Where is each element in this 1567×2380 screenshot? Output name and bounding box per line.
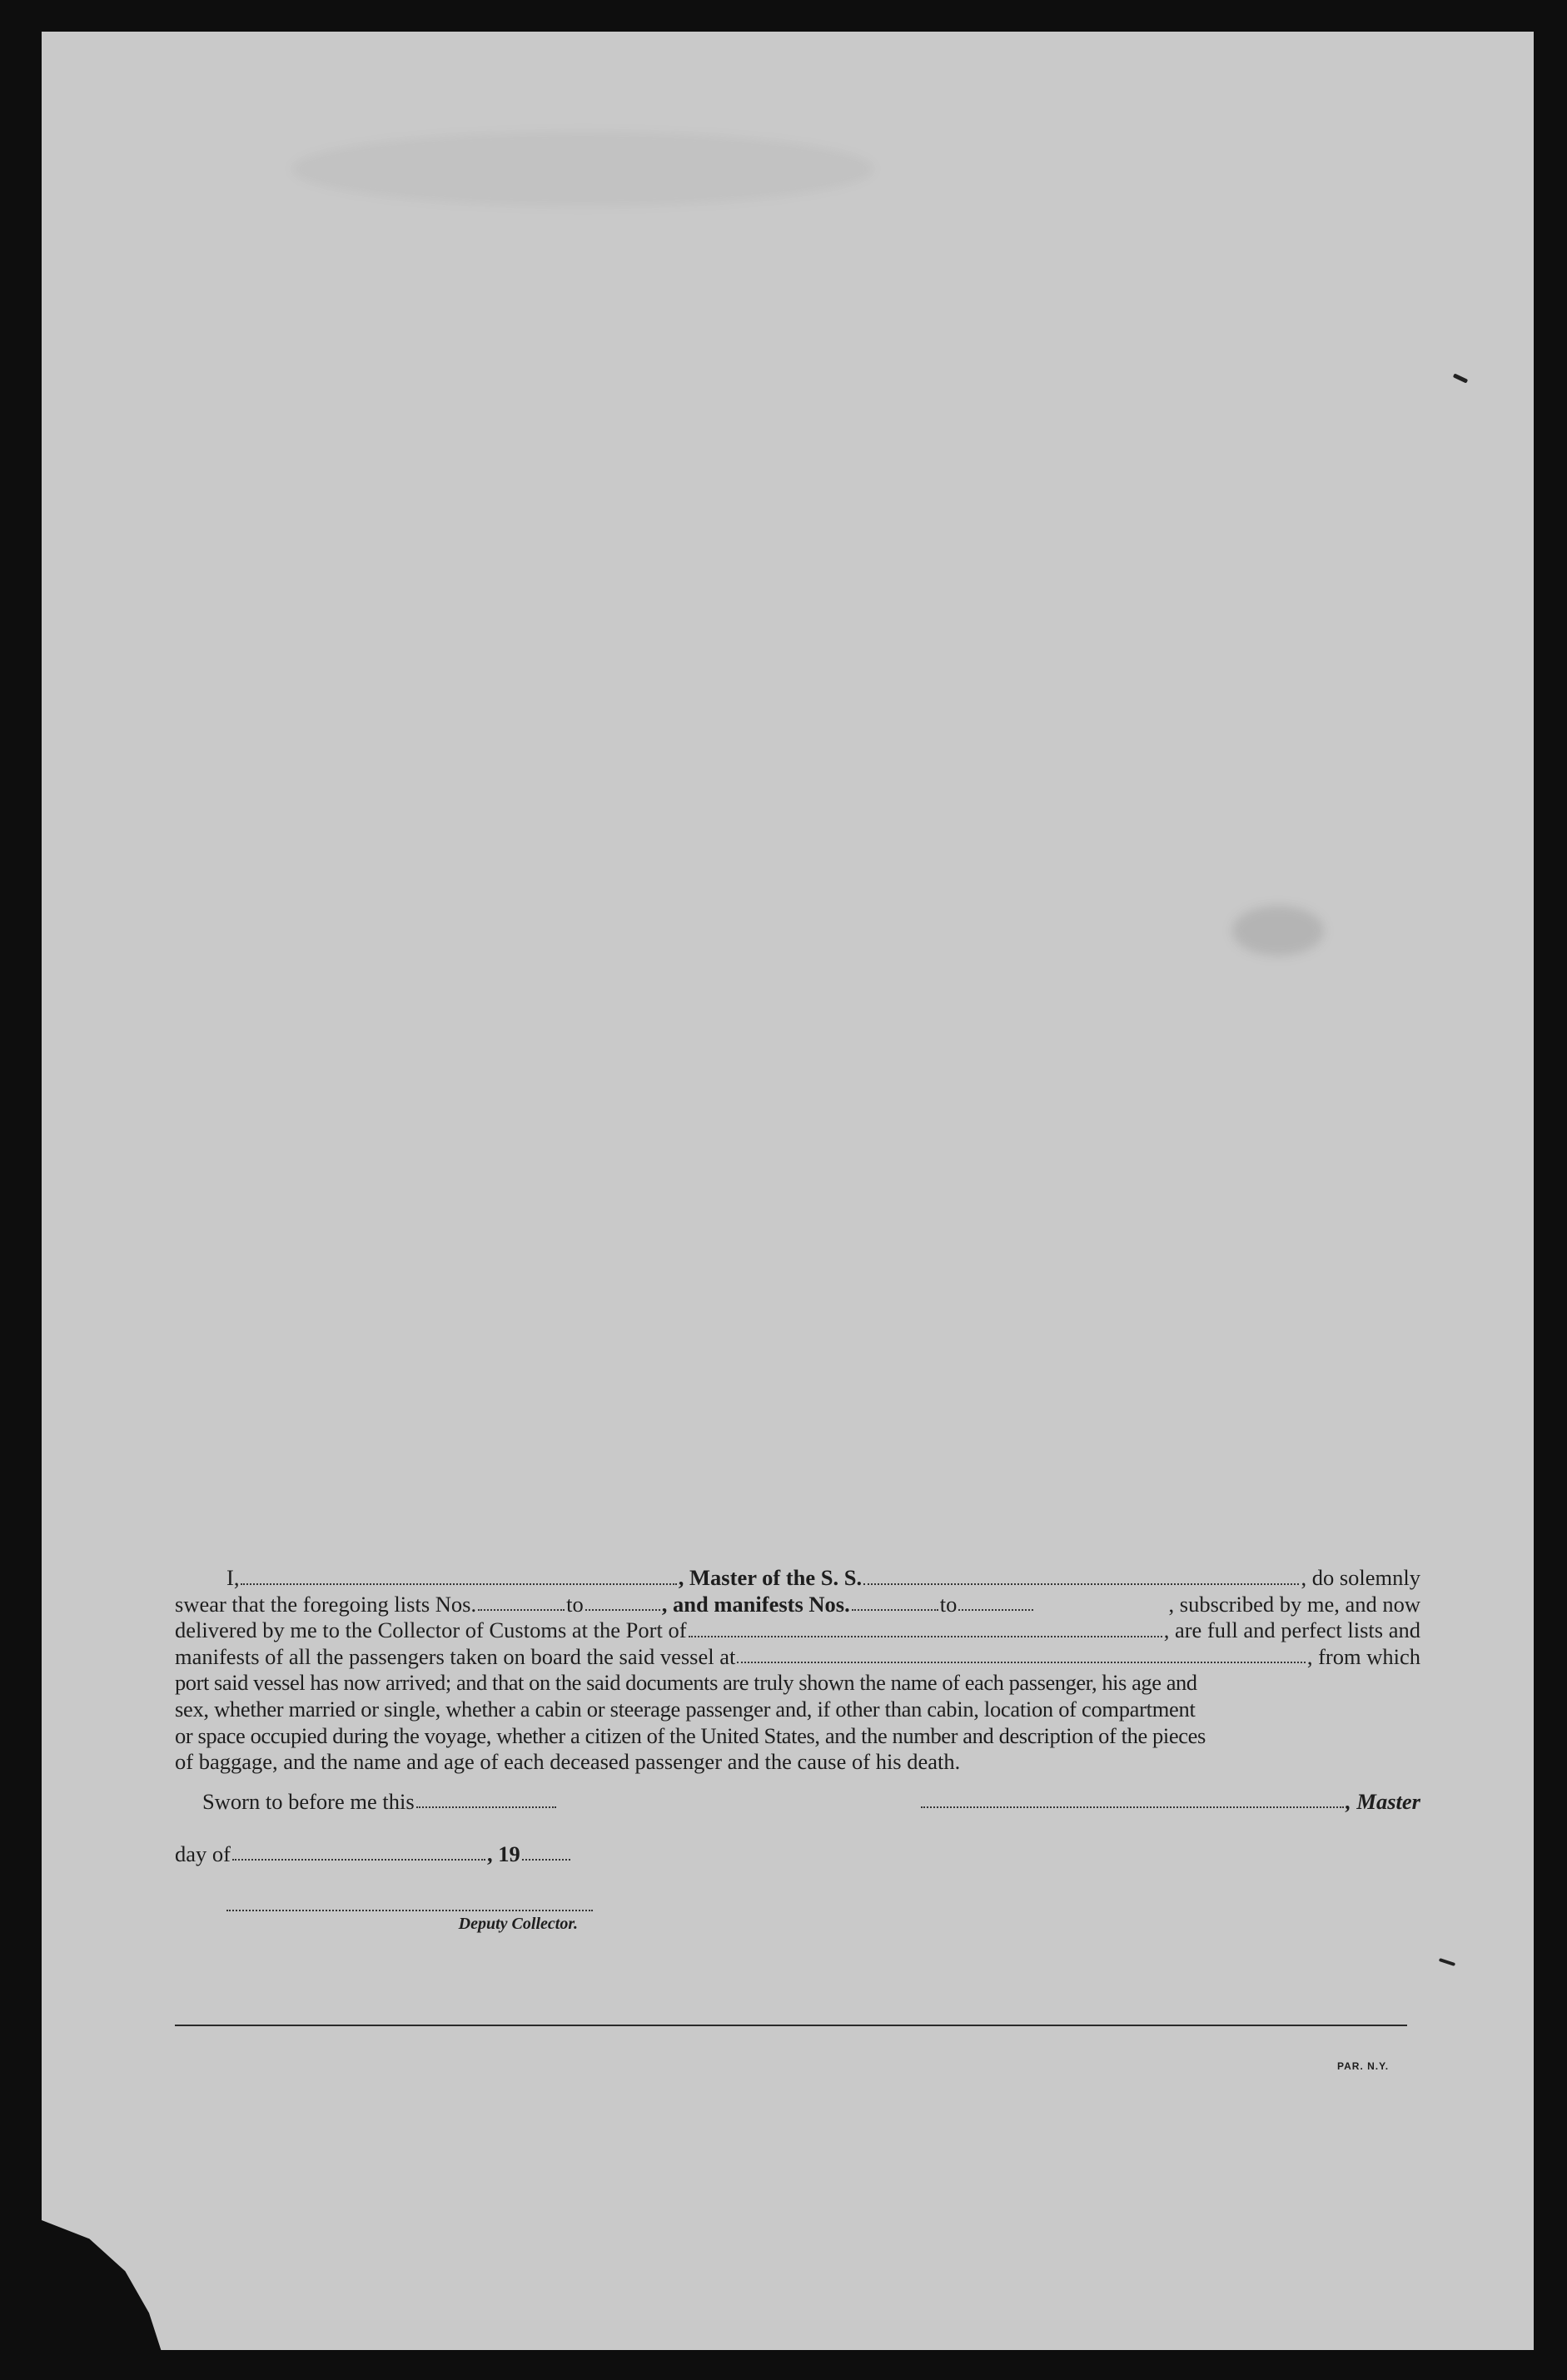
lists-to-blank bbox=[585, 1592, 660, 1612]
oath-line bbox=[175, 1749, 1420, 1776]
oath-text: sex, whether married or single, whether a cabin or steerage passenger and, if other than cabin, location of compartment bbox=[175, 1696, 1196, 1722]
oath-text: , Master of the S. S. bbox=[678, 1565, 863, 1590]
printer-mark: PAR. N.Y. bbox=[1337, 2060, 1390, 2072]
master-name-blank bbox=[241, 1565, 676, 1585]
document-page bbox=[42, 32, 1534, 2350]
sworn-label: Sworn to before me this bbox=[202, 1789, 415, 1814]
oath-text: , subscribed by me, and now bbox=[1168, 1591, 1420, 1617]
oath-text: swear that the foregoing lists Nos. bbox=[175, 1591, 477, 1617]
date-row bbox=[175, 1841, 572, 1867]
oath-line bbox=[175, 1644, 1420, 1671]
master-label: , Master bbox=[1346, 1789, 1420, 1814]
oath-text: , do solemnly bbox=[1301, 1565, 1421, 1590]
month-blank bbox=[232, 1859, 485, 1861]
oath-line bbox=[175, 1723, 1420, 1750]
oath-line bbox=[175, 1617, 1420, 1644]
deputy-signature-blank bbox=[226, 1910, 593, 1911]
deputy-collector-label: Deputy Collector. bbox=[458, 1915, 578, 1933]
oath-text: , from which bbox=[1306, 1643, 1420, 1669]
manifests-to-blank bbox=[958, 1592, 1033, 1612]
oath-text: manifests of all the passengers taken on board the said vessel at bbox=[175, 1643, 736, 1669]
oath-text: to bbox=[939, 1591, 958, 1617]
oath-line bbox=[175, 1565, 1420, 1592]
oath-line bbox=[175, 1670, 1420, 1697]
oath-text: I, bbox=[226, 1565, 240, 1590]
sworn-day-blank bbox=[416, 1806, 556, 1808]
oath-text: delivered by me to the Collector of Customs at the Port of bbox=[175, 1617, 687, 1643]
year-prefix: , 19 bbox=[486, 1841, 520, 1866]
port-blank bbox=[689, 1617, 1162, 1637]
oath-statement bbox=[175, 1565, 1420, 1776]
master-signature bbox=[919, 1789, 1420, 1815]
sworn-before bbox=[202, 1789, 558, 1815]
ship-name-blank bbox=[863, 1565, 1299, 1585]
master-signature-blank bbox=[921, 1806, 1344, 1808]
bottom-rule bbox=[175, 2025, 1407, 2026]
oath-text: , are full and perfect lists and bbox=[1163, 1617, 1420, 1643]
oath-line bbox=[175, 1697, 1420, 1723]
paper-smudge bbox=[1232, 906, 1324, 956]
lists-from-blank bbox=[478, 1592, 565, 1612]
year-blank bbox=[522, 1859, 570, 1861]
day-of-label: day of bbox=[175, 1841, 231, 1866]
oath-text: to bbox=[566, 1591, 584, 1617]
oath-line bbox=[175, 1592, 1420, 1618]
oath-text: port said vessel has now arrived; and that on the said documents are truly shown the name of each passenger, his age and bbox=[175, 1670, 1197, 1696]
signature-row bbox=[202, 1789, 1420, 1815]
oath-text: or space occupied during the voyage, whether a citizen of the United States, and the number and description of the pieces bbox=[175, 1722, 1206, 1748]
departure-port-blank bbox=[737, 1644, 1306, 1664]
oath-text: , and manifests Nos. bbox=[661, 1591, 850, 1617]
oath-text: of baggage, and the name and age of each deceased passenger and the cause of his death. bbox=[175, 1749, 961, 1775]
manifests-from-blank bbox=[852, 1592, 938, 1612]
paper-smudge bbox=[291, 132, 874, 206]
